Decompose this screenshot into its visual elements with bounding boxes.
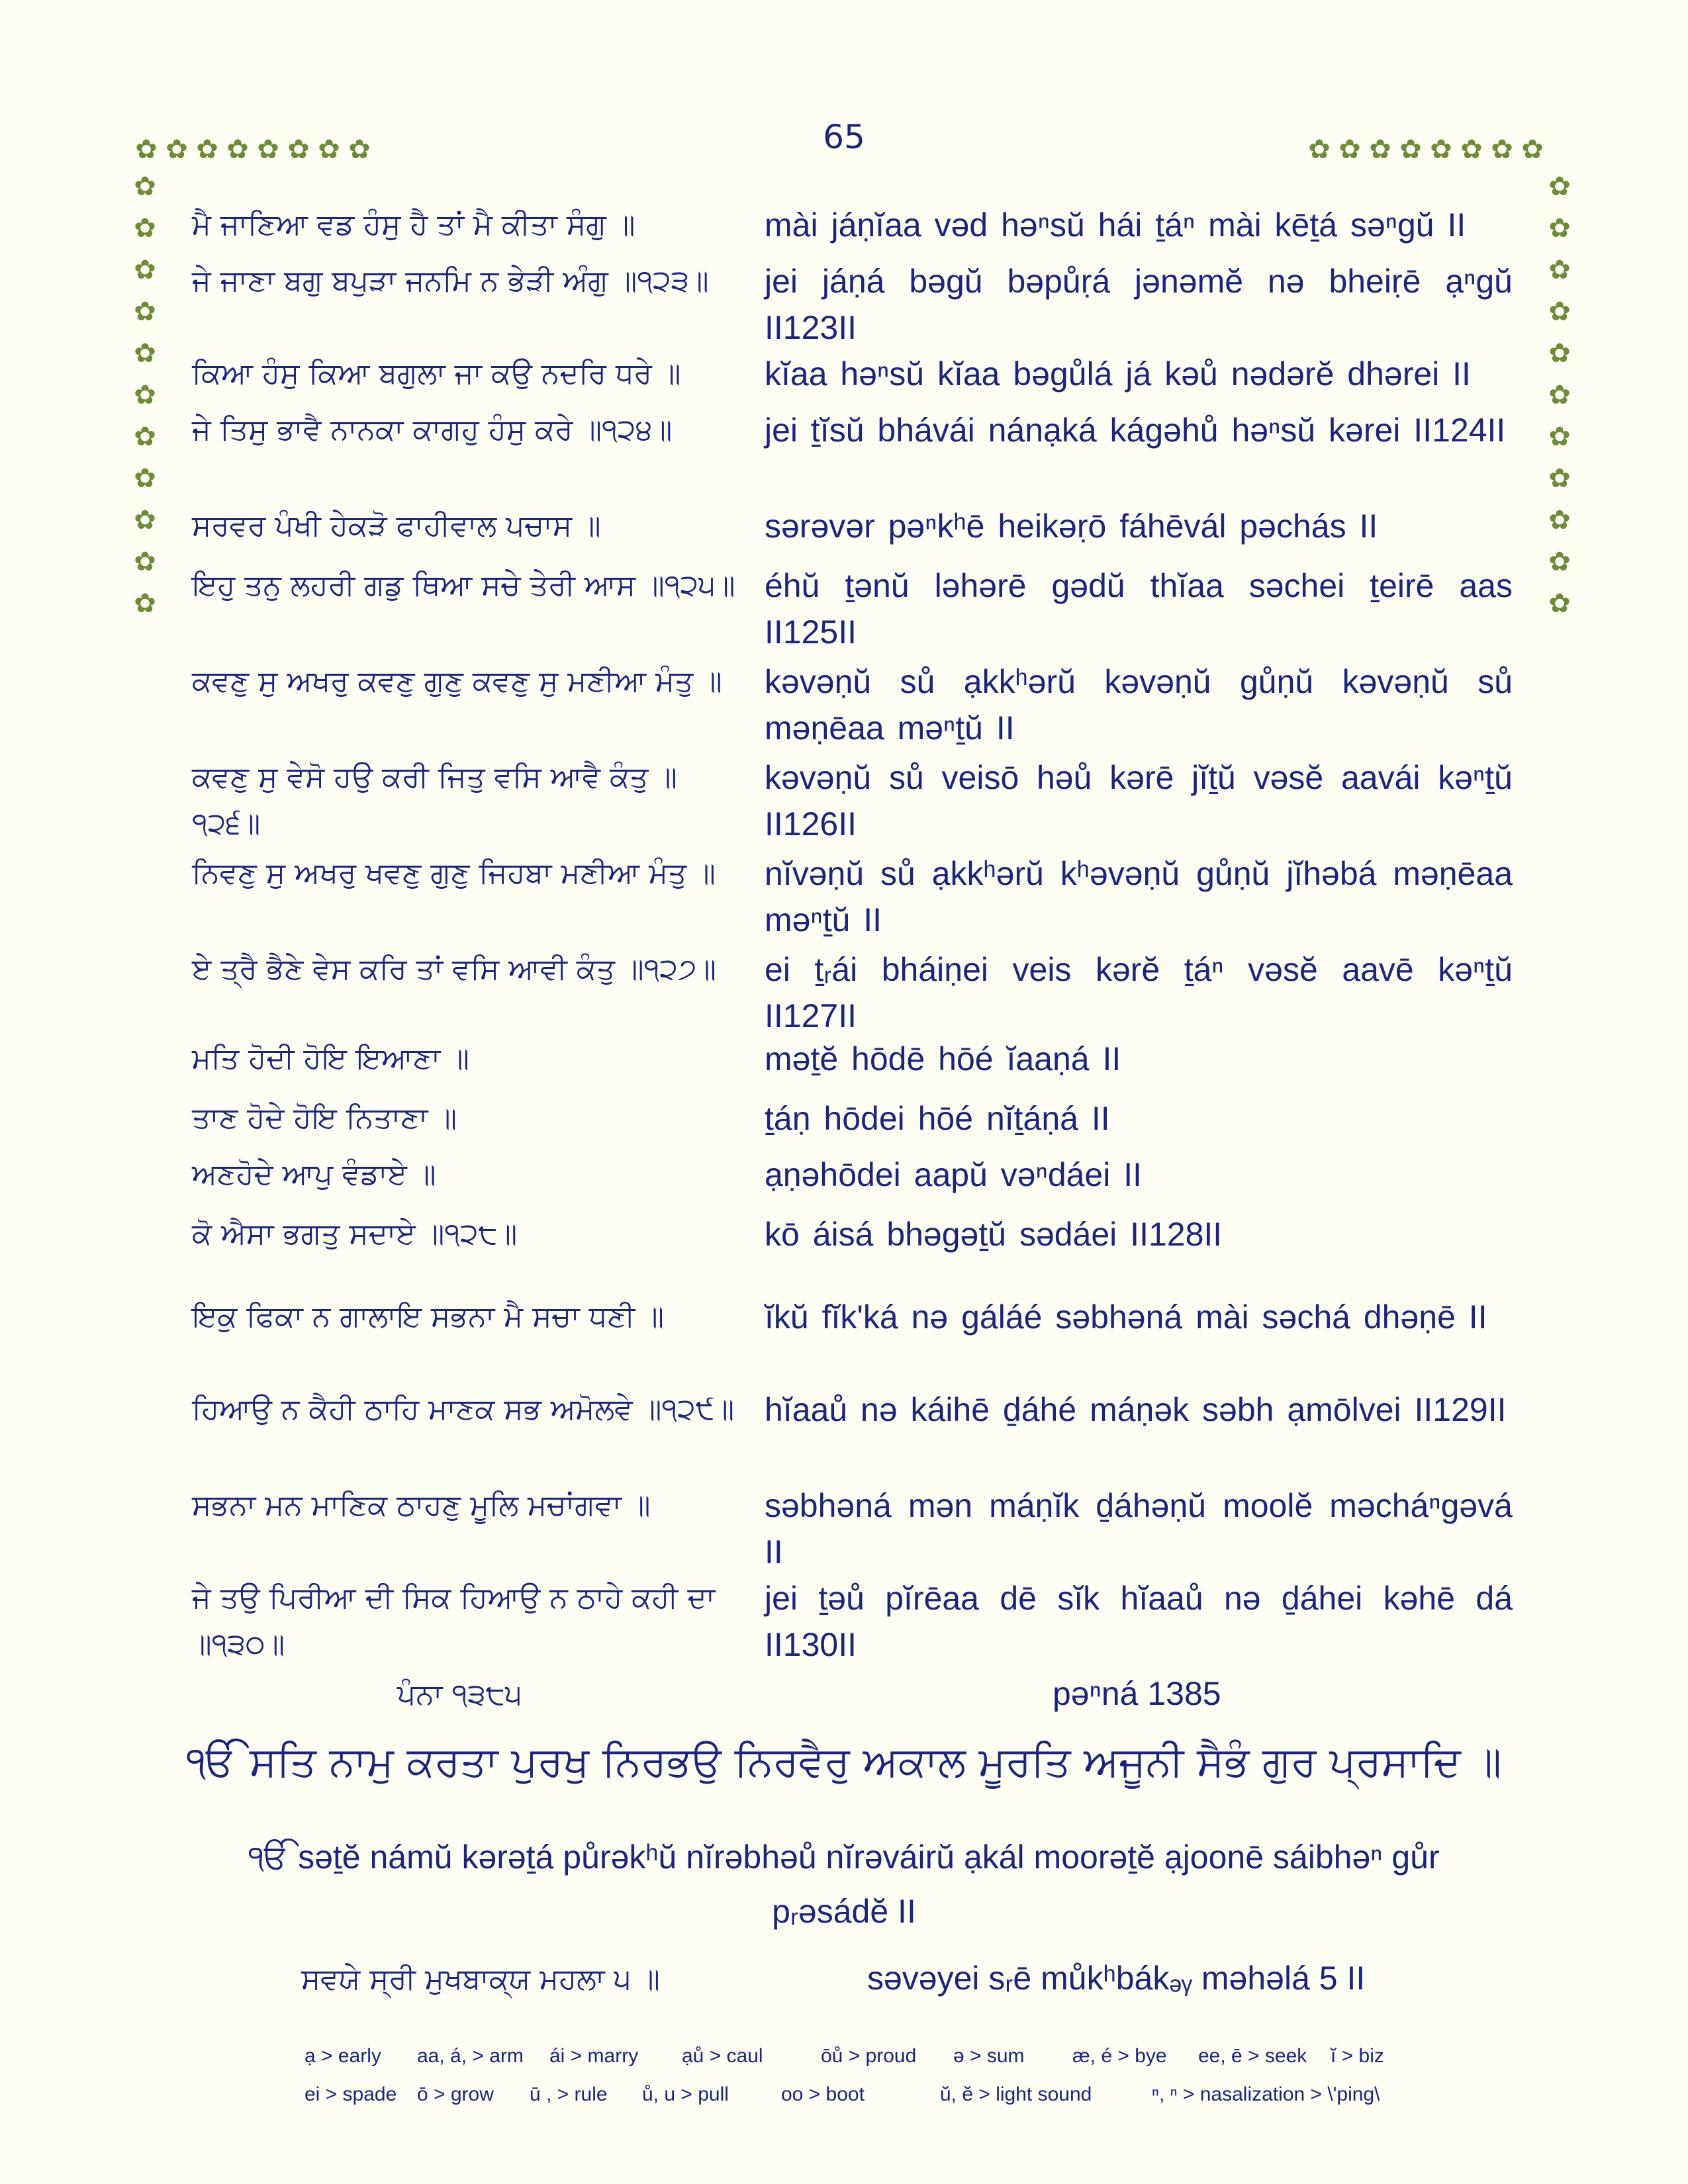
flower-ornament-icon: ✿ <box>135 134 158 165</box>
mool-mantar-transliteration: ੴ səṯĕ námŭ kərəṯá půrəkʰŭ nĭrəbhəů nĭrəváirŭ ạkál moorəṯĕ ạjoonē sáibhəⁿ gůr pᵣəsádĕ II <box>248 1839 1440 1930</box>
verse-transliteration: nĭvəṇŭ sů ạkkʰərŭ kʰəvəṇŭ gůṇŭ jĭhəbá məṇēaa məⁿṯŭ II <box>765 855 1513 938</box>
ornament-column-left <box>131 165 159 624</box>
flower-ornament-icon: ✿ <box>1548 171 1571 202</box>
verse-gurmukhi: ਏ ਤ੍ਰੈ ਭੈਣੇ ਵੇਸ ਕਰਿ ਤਾਂ ਵਸਿ ਆਵੀ ਕੰਤੁ ॥੧੨੭॥ <box>192 952 716 986</box>
flower-ornament-icon: ✿ <box>1548 546 1571 577</box>
verse-gurmukhi: ਅਣਹੋਦੇ ਆਪੁ ਵੰਡਾਏ ॥ <box>192 1158 436 1191</box>
verse-transliteration: ạṇəhōdei aapŭ vəⁿdáei II <box>765 1156 1143 1193</box>
verse-transliteration: jei ṯəů pĭrēaa dē sĭk hĭaaů nə ḏáhei kəhē dá II130II <box>765 1580 1513 1663</box>
flower-ornament-icon: ✿ <box>1521 134 1544 165</box>
flower-ornament-icon: ✿ <box>1308 134 1331 165</box>
flower-ornament-icon: ✿ <box>134 171 156 202</box>
flower-ornament-icon: ✿ <box>287 134 310 165</box>
flower-ornament-icon: ✿ <box>134 379 156 410</box>
flower-ornament-icon: ✿ <box>1430 134 1452 165</box>
flower-ornament-icon: ✿ <box>196 134 218 165</box>
verse-gurmukhi: ਨਿਵਣੁ ਸੁ ਅਖਰੁ ਖਵਣੁ ਗੁਣੁ ਜਿਹਬਾ ਮਣੀਆ ਮੰਤੁ ॥ <box>192 856 716 890</box>
verse-gurmukhi: ਸਭਨਾ ਮਨ ਮਾਣਿਕ ਠਾਹਣੁ ਮੂਲਿ ਮਚਾਂਗਵਾ ॥ <box>192 1488 651 1522</box>
page-reference-gurmukhi: ਪੰਨਾ ੧੩੮੫ <box>397 1678 522 1711</box>
legend-entry: ạ > early <box>305 2045 381 2067</box>
legend-entry: ōů > proud <box>821 2045 917 2067</box>
verse-gurmukhi: ਤਾਣ ਹੋਦੇ ਹੋਇ ਨਿਤਾਣਾ ॥ <box>192 1101 457 1135</box>
verse-gurmukhi: ਮੈ ਜਾਣਿਆ ਵਡ ਹੰਸੁ ਹੈ ਤਾਂ ਮੈ ਕੀਤਾ ਸੰਗੁ ॥ <box>192 208 635 242</box>
verse-gurmukhi: ਕੋ ਐਸਾ ਭਗਤੁ ਸਦਾਏ ॥੧੨੮॥ <box>192 1217 518 1251</box>
verse-gurmukhi: ਇਕੁ ਫਿਕਾ ਨ ਗਾਲਾਇ ਸਭਨਾ ਮੈ ਸਚਾ ਧਣੀ ॥ <box>192 1300 665 1334</box>
legend-entry: ạů > caul <box>682 2045 763 2067</box>
flower-ornament-icon: ✿ <box>134 588 156 619</box>
pronunciation-legend-row-2 <box>305 2083 1509 2106</box>
page-reference-transliteration: pəⁿná 1385 <box>1053 1675 1221 1712</box>
flower-ornament-icon: ✿ <box>1399 134 1422 165</box>
flower-ornament-icon: ✿ <box>1548 212 1571 244</box>
ornament-row-left <box>131 136 375 163</box>
verse-gurmukhi: ਮਤਿ ਹੋਦੀ ਹੋਇ ਇਆਣਾ ॥ <box>192 1042 469 1075</box>
legend-entry: ū , > rule <box>530 2083 608 2105</box>
flower-ornament-icon: ✿ <box>134 296 156 327</box>
legend-entry: ů, u > pull <box>642 2083 729 2105</box>
legend-entry: oo > boot <box>781 2083 865 2105</box>
mool-mantar-gurmukhi: ੴ ਸਤਿ ਨਾਮੁ ਕਰਤਾ ਪੁਰਖੁ ਨਿਰਭਉ ਨਿਰਵੈਰੁ ਅਕਾਲ ਮੂਰਤਿ ਅਜੂਨੀ ਸੈਭੰ ਗੁਰ ਪ੍ਰਸਾਦਿ ॥ <box>186 1737 1502 1786</box>
verse-transliteration: éhŭ ṯənŭ ləhərē gədŭ thĭaa səchei ṯeirē aas II125II <box>765 567 1513 651</box>
section-heading-transliteration: səvəyei sᵣē můkʰbákₔᵧ məhəlá 5 II <box>867 1960 1366 1997</box>
flower-ornament-icon: ✿ <box>134 463 156 494</box>
legend-entry: aa, á, > arm <box>417 2045 524 2067</box>
legend-entry: ái > marry <box>549 2045 639 2067</box>
verse-transliteration: səbhəná mən máṇĭk ḏáhəṇŭ moolĕ məcháⁿgəvá II <box>765 1487 1513 1570</box>
legend-entry: ŭ, ĕ > light sound <box>940 2083 1092 2105</box>
verse-gurmukhi: ਸਰਵਰ ਪੰਖੀ ਹੇਕੜੋ ਫਾਹੀਵਾਲ ਪਚਾਸ ॥ <box>192 509 601 543</box>
verse-gurmukhi: ਕਵਣੁ ਸੁ ਵੇਸੋ ਹਉ ਕਰੀ ਜਿਤੁ ਵਸਿ ਆਵੈ ਕੰਤੁ ॥੧੨੬॥ <box>192 760 677 841</box>
flower-ornament-icon: ✿ <box>257 134 279 165</box>
flower-ornament-icon: ✿ <box>165 134 188 165</box>
legend-entry: æ, é > bye <box>1072 2045 1167 2067</box>
verse-transliteration: ĭkŭ fĭk'ká nə gáláé səbhəná mài səchá dhəṇē II <box>765 1298 1487 1336</box>
flower-ornament-icon: ✿ <box>1338 134 1361 165</box>
page-number: 65 <box>823 118 865 156</box>
flower-ornament-icon: ✿ <box>1548 504 1571 535</box>
verse-transliteration: ei ṯᵣái bháiṇei veis kərĕ ṯáⁿ vəsĕ aavē kəⁿṯŭ II127II <box>765 951 1513 1034</box>
flower-ornament-icon: ✿ <box>134 212 156 244</box>
legend-entry: ə > sum <box>953 2045 1025 2067</box>
section-heading-gurmukhi: ਸਵਯੇ ਸ੍ਰੀ ਮੁਖਬਾਕ੍ਯ ਮਹਲਾ ੫ ॥ <box>301 1962 660 1996</box>
flower-ornament-icon: ✿ <box>1548 463 1571 494</box>
verse-transliteration: məṯĕ hōdē hōé ĭaaṇá II <box>765 1040 1121 1077</box>
verse-transliteration: kĭaa həⁿsŭ kĭaa bəgůlá já kəů nədərĕ dhərei II <box>765 355 1471 392</box>
legend-entry: ō > grow <box>417 2083 494 2105</box>
verse-gurmukhi: ਕਵਣੁ ਸੁ ਅਖਰੁ ਕਵਣੁ ਗੁਣੁ ਕਵਣੁ ਸੁ ਮਣੀਆ ਮੰਤੁ ॥ <box>192 664 722 698</box>
verse-gurmukhi: ਜੇ ਜਾਣਾ ਬਗੁ ਬਪੁੜਾ ਜਨਮਿ ਨ ਭੇੜੀ ਅੰਗੁ ॥੧੨੩॥ <box>192 264 709 298</box>
legend-entry: ĭ > biz <box>1331 2045 1384 2067</box>
flower-ornament-icon: ✿ <box>1491 134 1513 165</box>
verse-gurmukhi: ਹਿਆਉ ਨ ਕੈਹੀ ਠਾਹਿ ਮਾਣਕ ਸਭ ਅਮੋਲਵੇ ॥੧੨੯॥ <box>192 1392 735 1426</box>
ornament-row-right <box>1304 136 1548 163</box>
flower-ornament-icon: ✿ <box>1548 379 1571 410</box>
flower-ornament-icon: ✿ <box>348 134 371 165</box>
flower-ornament-icon: ✿ <box>1548 421 1571 452</box>
verse-transliteration: kəvəṇŭ sů veisō həů kərē jĭṯŭ vəsĕ aavái kəⁿṯŭ II126II <box>765 759 1513 842</box>
flower-ornament-icon: ✿ <box>1369 134 1391 165</box>
flower-ornament-icon: ✿ <box>134 504 156 535</box>
verse-transliteration: jei ṯĭsŭ bhávái nánạká kágəhů həⁿsŭ kərei II124II <box>765 412 1506 449</box>
verse-transliteration: jei jáṇá bəgŭ bəpůṛá jənəmĕ nə bheiṛē ạⁿgŭ II123II <box>765 263 1513 346</box>
verse-transliteration: sərəvər pəⁿkʰē heikəṛō fáhēvál pəchás II <box>765 508 1378 545</box>
verse-gurmukhi: ਇਹੁ ਤਨੁ ਲਹਰੀ ਗਡੁ ਥਿਆ ਸਚੇ ਤੇਰੀ ਆਸ ॥੧੨੫॥ <box>192 569 735 602</box>
verse-transliteration: kō áisá bhəgəṯŭ sədáei II128II <box>765 1216 1223 1253</box>
ornament-column-right <box>1546 165 1573 624</box>
flower-ornament-icon: ✿ <box>134 421 156 452</box>
verse-gurmukhi: ਕਿਆ ਹੰਸੁ ਕਿਆ ਬਗੁਲਾ ਜਾ ਕਉ ਨਦਰਿ ਧਰੇ ॥ <box>192 357 681 390</box>
flower-ornament-icon: ✿ <box>1548 338 1571 369</box>
verse-transliteration: kəvəṇŭ sů ạkkʰərŭ kəvəṇŭ gůṇŭ kəvəṇŭ sů məṇēaa məⁿṯŭ II <box>765 663 1513 747</box>
flower-ornament-icon: ✿ <box>1548 254 1571 285</box>
verse-gurmukhi: ਜੇ ਤਉ ਪਿਰੀਆ ਦੀ ਸਿਕ ਹਿਆਉ ਨ ਠਾਹੇ ਕਹੀ ਦਾ ॥੧੩੦॥ <box>192 1581 716 1661</box>
flower-ornament-icon: ✿ <box>1548 296 1571 327</box>
verse-transliteration: hĭaaů nə káihē ḏáhé máṇək səbh ạmōlvei II129II <box>765 1391 1507 1428</box>
flower-ornament-icon: ✿ <box>134 254 156 285</box>
verse-transliteration: mài jáṇĭaa vəd həⁿsŭ hái ṯáⁿ mài kēṯá səⁿgŭ II <box>765 206 1466 244</box>
legend-entry: ei > spade <box>305 2083 397 2105</box>
pronunciation-legend-row-1 <box>305 2045 1509 2068</box>
flower-ornament-icon: ✿ <box>1548 588 1571 619</box>
flower-ornament-icon: ✿ <box>226 134 249 165</box>
legend-entry: ⁿ, ⁿ > nasalization > \'ping\ <box>1152 2083 1380 2105</box>
legend-entry: ee, ē > seek <box>1198 2045 1307 2067</box>
flower-ornament-icon: ✿ <box>134 546 156 577</box>
flower-ornament-icon: ✿ <box>1460 134 1483 165</box>
flower-ornament-icon: ✿ <box>318 134 340 165</box>
verse-gurmukhi: ਜੇ ਤਿਸੁ ਭਾਵੈ ਨਾਨਕਾ ਕਾਗਹੁ ਹੰਸੁ ਕਰੇ ॥੧੨੪॥ <box>192 413 673 447</box>
flower-ornament-icon: ✿ <box>134 338 156 369</box>
verse-transliteration: ṯáṇ hōdei hōé nĭṯáṇá II <box>765 1100 1110 1137</box>
